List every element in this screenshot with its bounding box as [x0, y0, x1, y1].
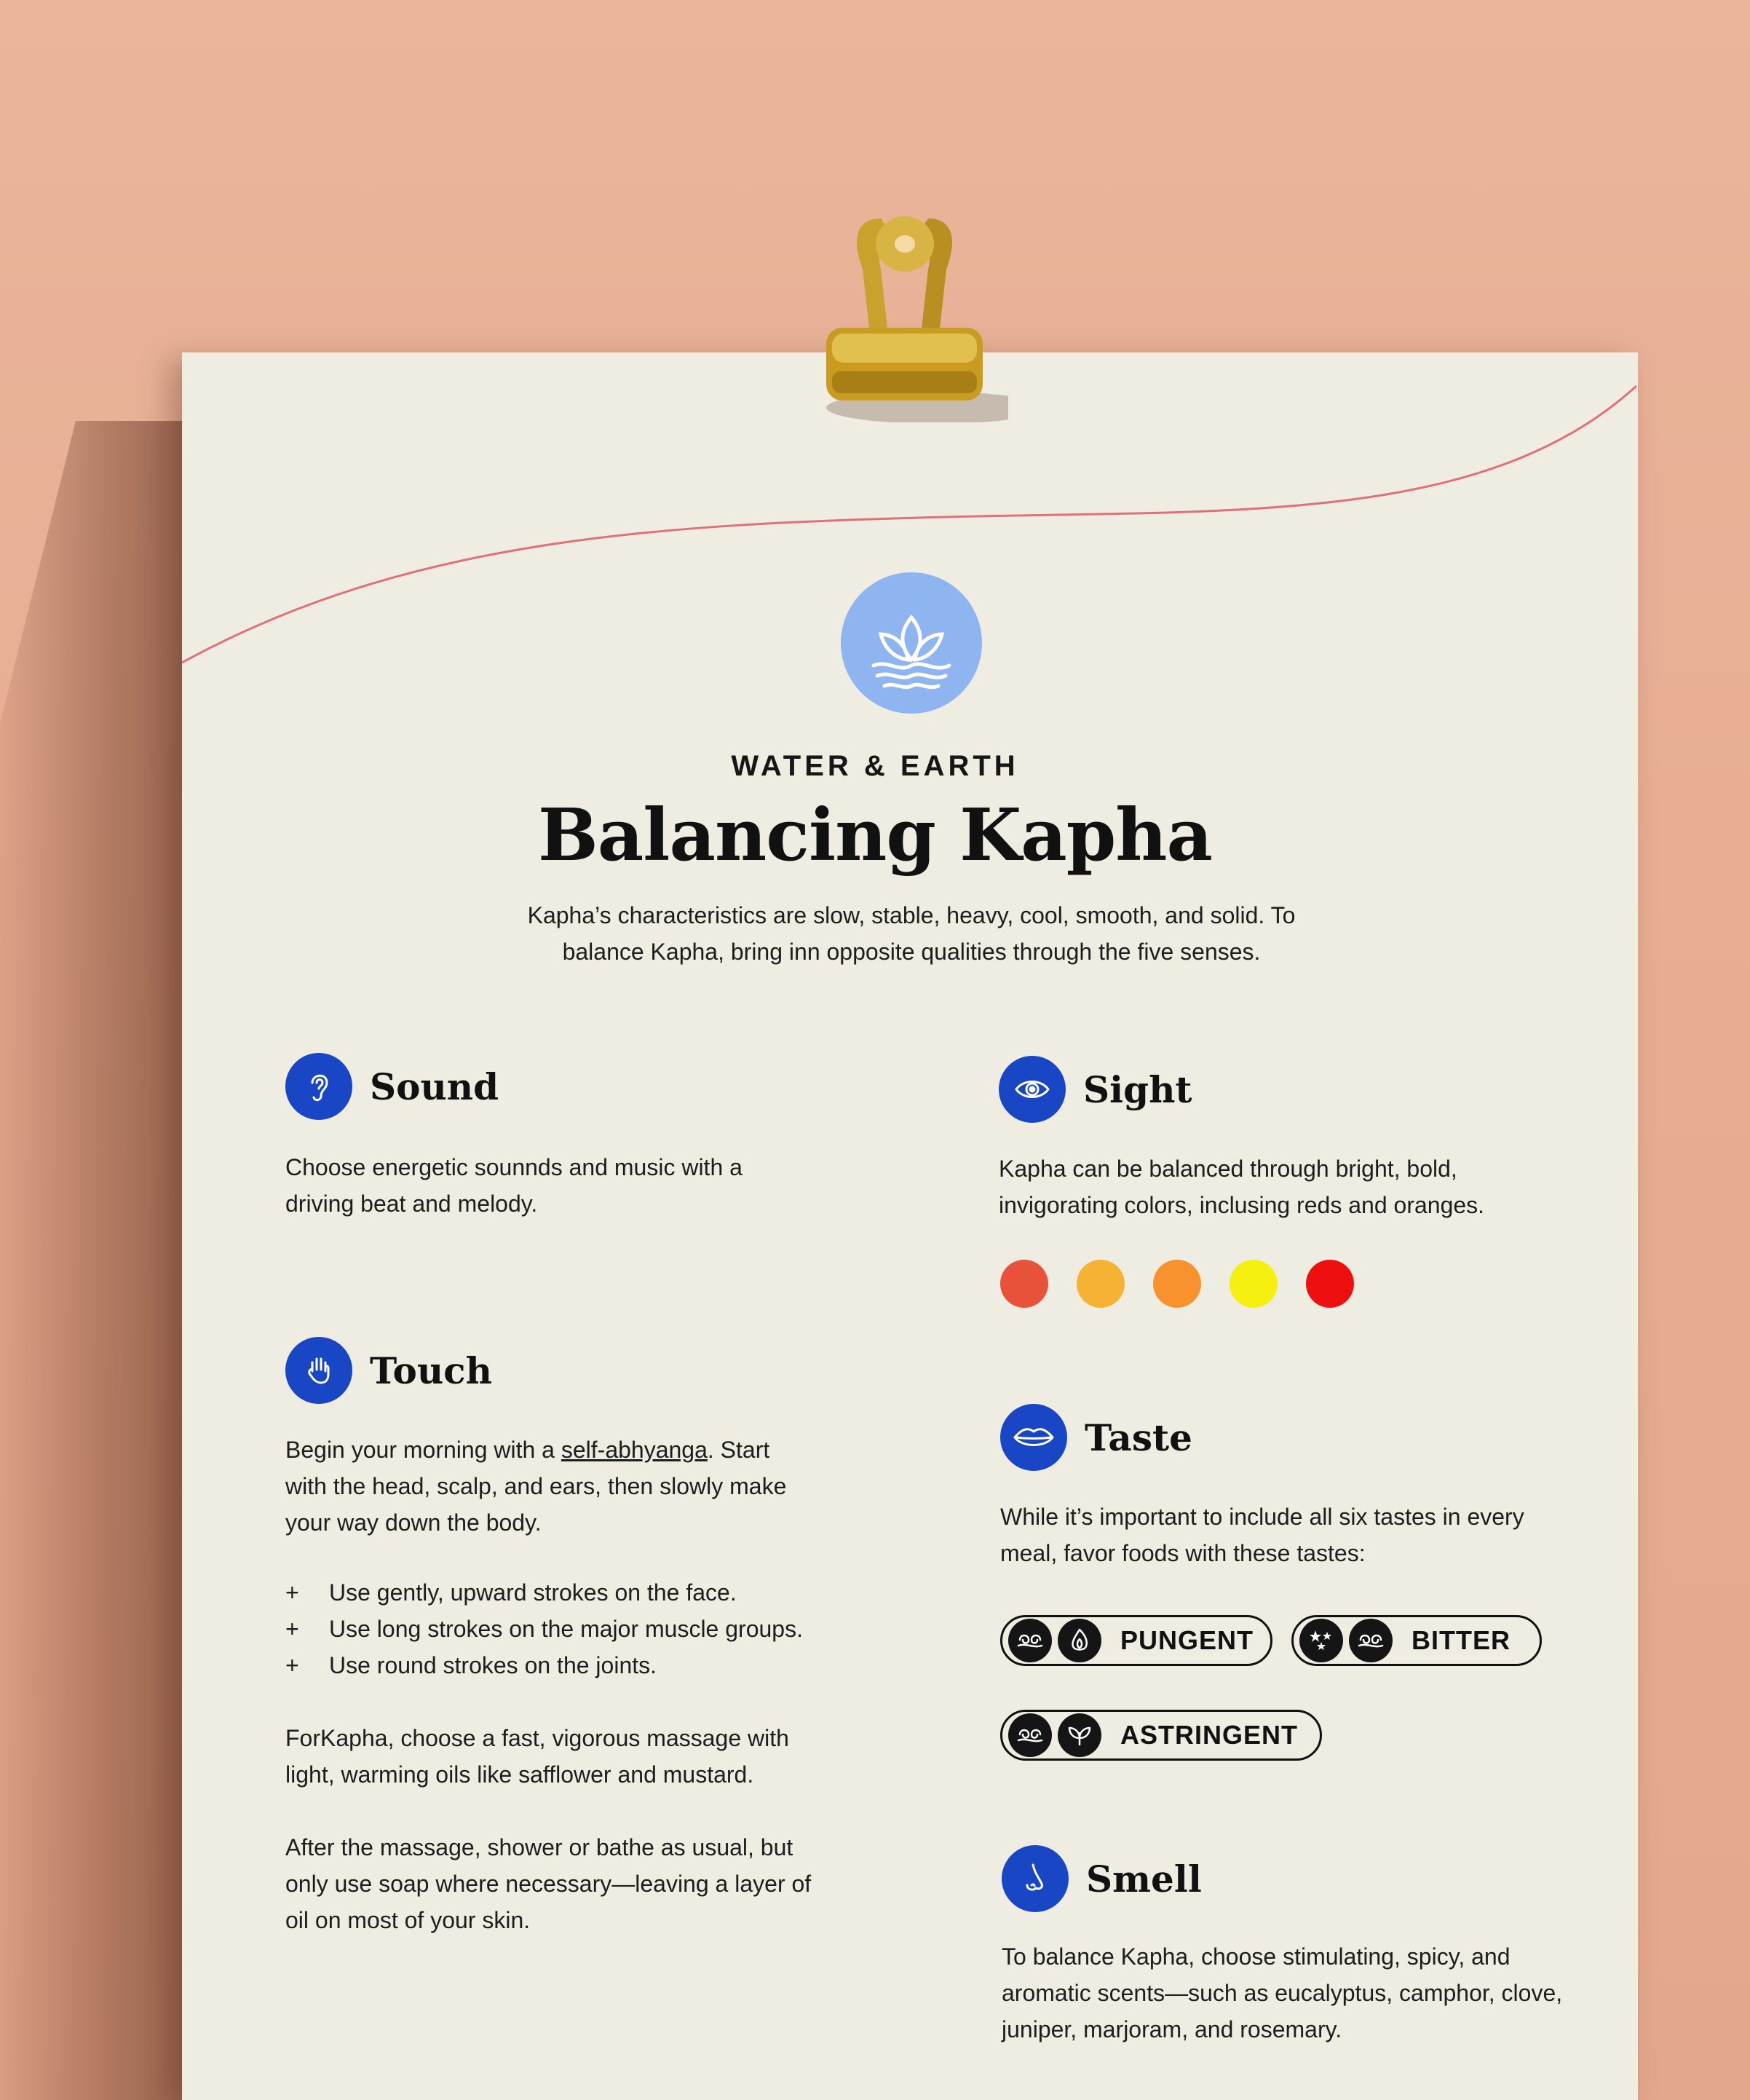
list-item: + Use gently, upward strokes on the face.	[285, 1574, 853, 1611]
sight-title: Sight	[1083, 1067, 1192, 1111]
smell-text: To balance Kapha, choose stimulating, spicy, and aromatic scents—such as eucalyptus, camphor, clove, juniper, marjoram, and rosemary.	[1002, 1943, 1563, 2042]
touch-text-intro: Begin your morning with a	[285, 1437, 561, 1463]
eye-icon	[999, 1056, 1066, 1123]
lips-icon	[1000, 1404, 1067, 1471]
color-swatch	[1153, 1260, 1201, 1308]
sound-title: Sound	[370, 1065, 499, 1108]
color-swatch	[1000, 1260, 1048, 1308]
plus-icon: +	[285, 1652, 299, 1678]
color-swatch	[1306, 1260, 1354, 1308]
touch-paragraph-3: After the massage, shower or bathe as usual, but only use soap where necessary—leaving a layer of oil on most of your skin.	[285, 1834, 812, 1933]
taste-header	[1000, 1404, 1192, 1471]
list-item: + Use long strokes on the major muscle groups.	[285, 1611, 853, 1647]
page-title: Balancing Kapha	[537, 794, 1213, 877]
swirl-icon	[1008, 1619, 1052, 1662]
taste-title: Taste	[1085, 1416, 1192, 1459]
astringent-label: ASTRINGENT	[1120, 1720, 1298, 1750]
self-abhyanga-link[interactable]: self-abhyanga	[561, 1437, 708, 1463]
taste-pill-pungent	[1000, 1615, 1272, 1666]
bitter-label: BITTER	[1412, 1625, 1511, 1655]
touch-text-rest: . Start with the head, scalp, and ears, then slowly make your way down the body.	[285, 1437, 787, 1536]
touch-title: Touch	[370, 1349, 492, 1392]
touch-paragraph-2: ForKapha, choose a fast, vigorous massage with light, warming oils like safflower and mustard.	[285, 1725, 789, 1788]
binder-clip-icon	[812, 211, 1008, 422]
taste-text: While it’s important to include all six tastes in every meal, favor foods with these tastes:	[1000, 1504, 1524, 1566]
sound-header	[285, 1053, 499, 1120]
plus-icon: +	[285, 1579, 299, 1606]
stars-icon	[1299, 1619, 1343, 1662]
color-swatch	[1077, 1260, 1125, 1308]
sight-text: Kapha can be balanced through bright, bold, invigorating colors, inclusing reds and oranges.	[999, 1156, 1485, 1218]
sight-header	[999, 1056, 1192, 1123]
swirl-icon	[1008, 1713, 1052, 1757]
list-item: + Use round strokes on the joints.	[285, 1647, 853, 1683]
touch-text	[285, 1432, 809, 1541]
sound-text: Choose energetic sounnds and music with a driving beat and melody.	[285, 1154, 743, 1217]
color-swatches	[1000, 1260, 1382, 1308]
leaf-icon	[1058, 1713, 1101, 1757]
nose-icon	[1002, 1845, 1069, 1912]
touch-bullet-list	[285, 1574, 853, 1683]
plus-icon: +	[285, 1616, 299, 1642]
touch-header	[285, 1337, 492, 1404]
logo-sprout-icon	[841, 572, 982, 714]
color-swatch	[1230, 1260, 1278, 1308]
ear-icon	[285, 1053, 352, 1120]
pungent-label: PUNGENT	[1120, 1625, 1254, 1655]
taste-pill-bitter	[1291, 1615, 1542, 1666]
smell-title: Smell	[1086, 1857, 1202, 1900]
swirl-icon	[1349, 1619, 1393, 1662]
taste-pill-astringent	[1000, 1710, 1322, 1761]
intro-text: Kapha’s characteristics are slow, stable, heavy, cool, smooth, and solid. To balance Kapha, bring inn opposite qualities through the five senses.	[527, 902, 1296, 965]
eyebrow-label: WATER & EARTH	[731, 750, 1019, 782]
smell-header	[1002, 1845, 1202, 1912]
hand-icon	[285, 1337, 352, 1404]
flame-icon	[1058, 1619, 1101, 1662]
